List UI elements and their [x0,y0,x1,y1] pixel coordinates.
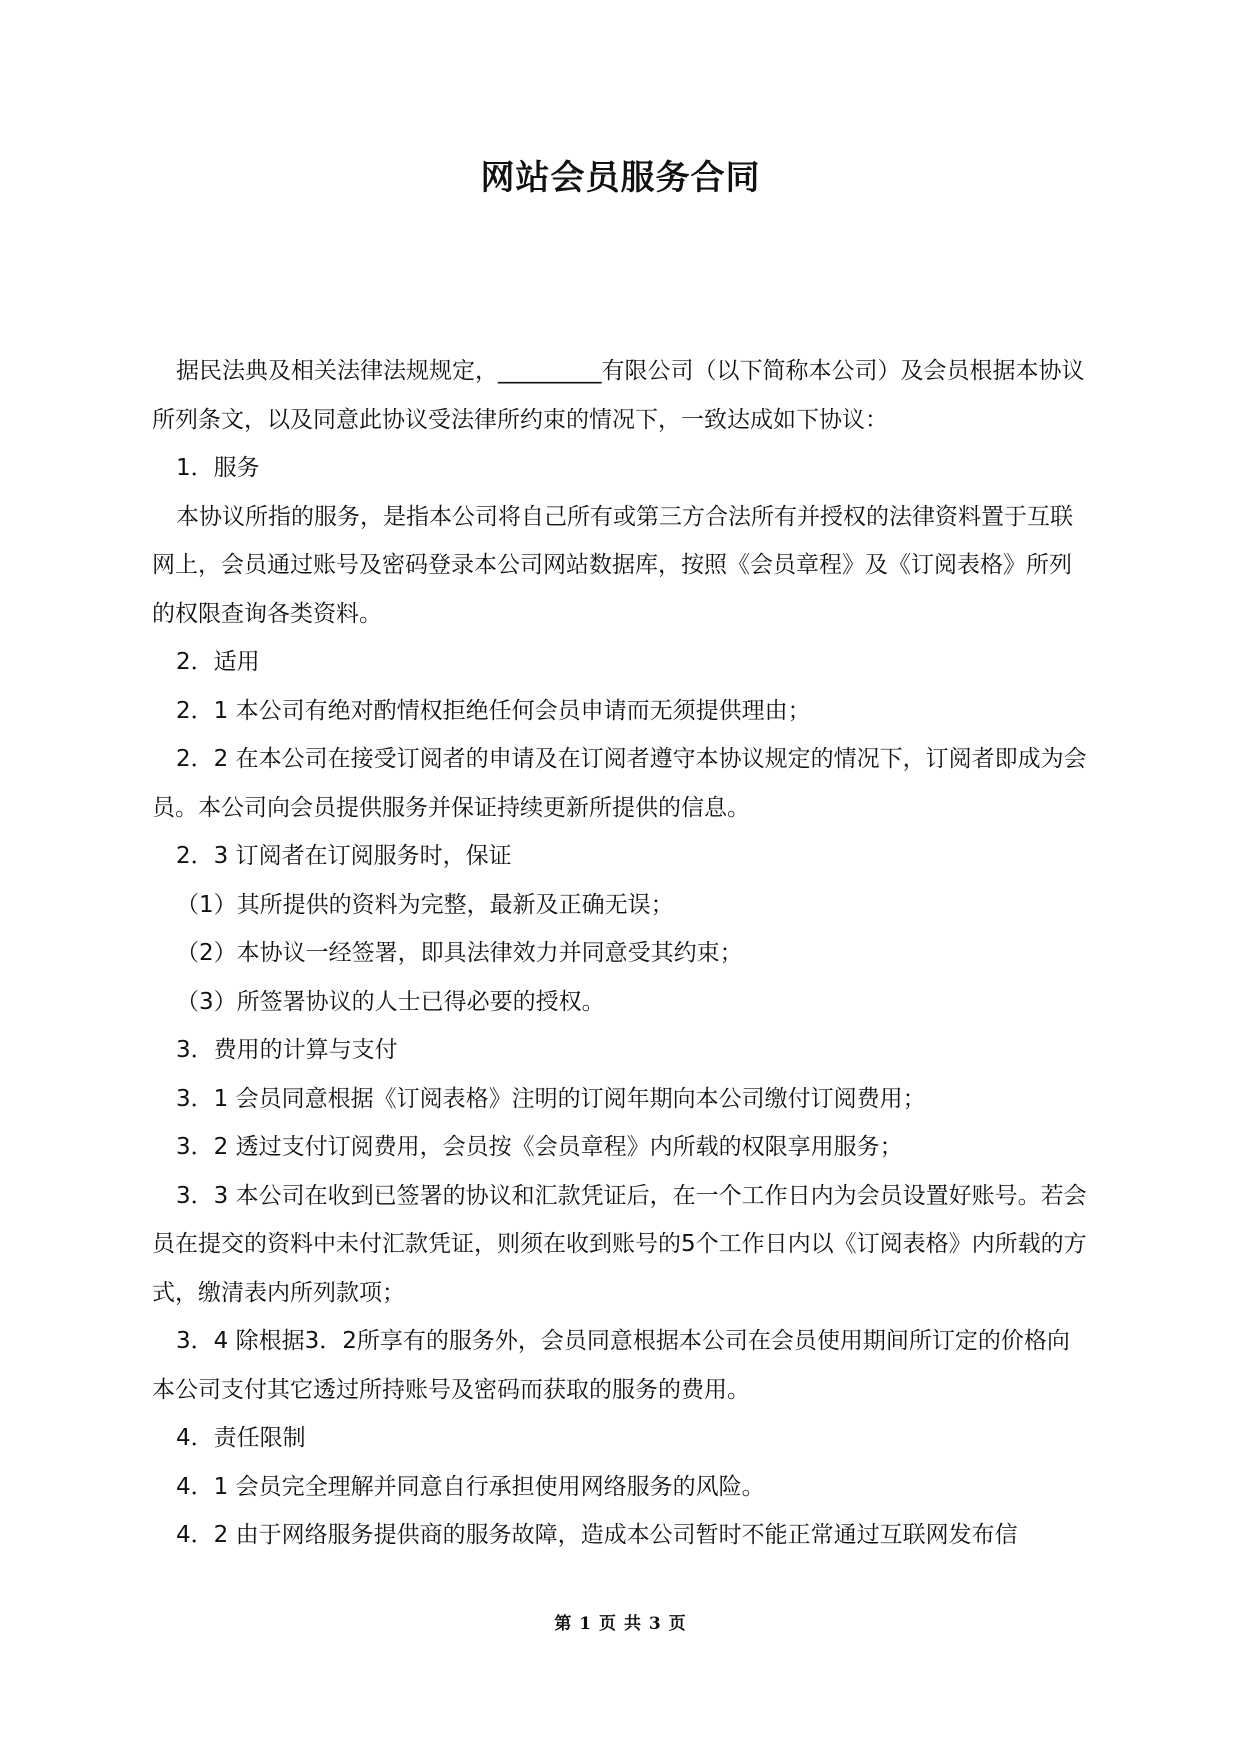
clause-2-3-item-2: （2）本协议一经签署，即具法律效力并同意受其约束； [176,940,743,966]
page-number-footer: 第 1 页 共 3 页 [554,1614,687,1634]
section-heading-1: 1．服务 [176,455,260,481]
clause-2-3-item-1: （1）其所提供的资料为完整，最新及正确无误； [176,891,674,918]
clause-3-4: 3．4 除根据3．2所享有的服务外，会员同意根据本公司在会员使用期间所订定的价格向本公司支付其它透过所持账号及密码而获取的服务的费用。 [152,1328,1070,1403]
clause-2-2: 2．2 在本公司在接受订阅者的申请及在订阅者遵守本协议规定的情况下，订阅者即成为会员。本公司向会员提供服务并保证持续更新所提供的信息。 [152,746,1087,821]
clause-4-2: 4．2 由于网络服务提供商的服务故障，造成本公司暂时不能正常通过互联网发布信 [176,1522,1018,1548]
paragraph-1: 本协议所指的服务，是指本公司将自己所有或第三方合法所有并授权的法律资料置于互联网上，会员通过账号及密码登录本公司网站数据库，按照《会员章程》及《订阅表格》所列的权限查询各类资料。 [152,503,1073,627]
section-heading-2: 2．适用 [176,649,260,675]
clause-4-1: 4．1 会员完全理解并同意自行承担使用网络服务的风险。 [176,1473,765,1500]
clause-3-1: 3．1 会员同意根据《订阅表格》注明的订阅年期向本公司缴付订阅费用； [176,1085,926,1112]
page-title: 网站会员服务合同 [480,158,761,198]
clause-2-3-item-3: （3）所签署协议的人士已得必要的授权。 [176,988,605,1015]
paragraph-preamble: 据民法典及相关法律法规规定，_________有限公司（以下简称本公司）及会员根据本协议所列条文，以及同意此协议受法律所约束的情况下，一致达成如下协议： [152,358,1085,433]
section-heading-4: 4．责任限制 [176,1425,306,1451]
clause-2-3: 2．3 订阅者在订阅服务时，保证 [176,843,512,869]
clause-3-3: 3．3 本公司在收到已签署的协议和汇款凭证后，在一个工作日内为会员设置好账号。若会员在提交的资料中未付汇款凭证，则须在收到账号的5个工作日内以《订阅表格》内所载的方式，缴清表内所列款项； [152,1182,1087,1306]
document-body [152,347,1092,1560]
section-heading-3: 3．费用的计算与支付 [176,1037,398,1063]
clause-3-2: 3．2 透过支付订阅费用，会员按《会员章程》内所载的权限享用服务； [176,1134,903,1160]
clause-2-1: 2．1 本公司有绝对酌情权拒绝任何会员申请而无须提供理由； [176,697,811,724]
